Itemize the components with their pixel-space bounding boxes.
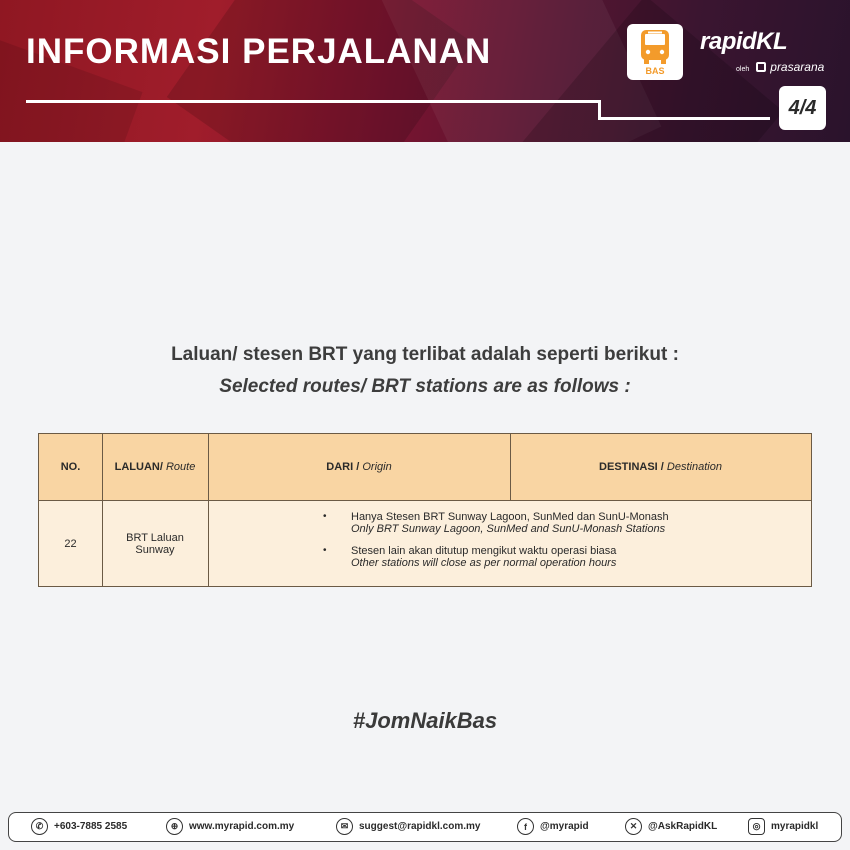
bus-icon: [639, 29, 671, 65]
mail-icon: ✉: [336, 818, 353, 835]
prasarana-mark-icon: [756, 62, 766, 72]
footer-facebook[interactable]: f @myrapid: [517, 813, 589, 840]
x-icon: ✕: [625, 818, 642, 835]
globe-icon: ⊕: [166, 818, 183, 835]
header-banner: [0, 0, 850, 142]
footer-email[interactable]: ✉ suggest@rapidkl.com.my: [336, 813, 480, 840]
header-no: NO.: [60, 461, 81, 473]
row-notes: [323, 511, 763, 579]
table-header-row: [39, 434, 811, 501]
list-item: • Hanya Stesen BRT Sunway Lagoon, SunMed dan SunU-Monash Only BRT Sunway Lagoon, SunMed and SunU-Monash Stations: [323, 511, 669, 535]
footer-x[interactable]: ✕ @AskRapidKL: [625, 813, 717, 840]
row-route: BRT Laluan Sunway: [126, 531, 184, 556]
prasarana-logo: oleh prasarana: [736, 60, 825, 74]
footer-instagram[interactable]: ◎ myrapidkl: [748, 813, 818, 840]
footer-website[interactable]: ⊕ www.myrapid.com.my: [166, 813, 294, 840]
page-title: INFORMASI PERJALANAN: [26, 32, 492, 71]
instagram-icon: ◎: [748, 818, 765, 835]
header-route: LALUAN/ Route: [114, 461, 196, 473]
bus-badge-label: BAS: [645, 66, 665, 76]
header-destination: DESTINASI / Destination: [599, 461, 722, 473]
header-origin: DARI / Origin: [326, 461, 392, 473]
phone-icon: ✆: [31, 818, 48, 835]
facebook-icon: f: [517, 818, 534, 835]
contact-footer: [8, 812, 842, 842]
row-no: 22: [64, 537, 77, 550]
intro-heading-en: Selected routes/ BRT stations are as follows :: [219, 376, 631, 397]
intro-heading-ms: Laluan/ stesen BRT yang terlibat adalah seperti berikut :: [171, 344, 679, 365]
list-item: • Stesen lain akan ditutup mengikut waktu operasi biasa Other stations will close as per normal operation hours: [323, 545, 617, 569]
hashtag: #JomNaikBas: [352, 708, 498, 733]
page-indicator: 4/4: [779, 86, 826, 130]
rapidkl-logo: rapidKL: [700, 28, 788, 55]
footer-phone[interactable]: ✆ +603-7885 2585: [31, 813, 127, 840]
bus-badge: [627, 24, 683, 80]
routes-table: [38, 433, 812, 587]
header-divider: [26, 100, 600, 103]
